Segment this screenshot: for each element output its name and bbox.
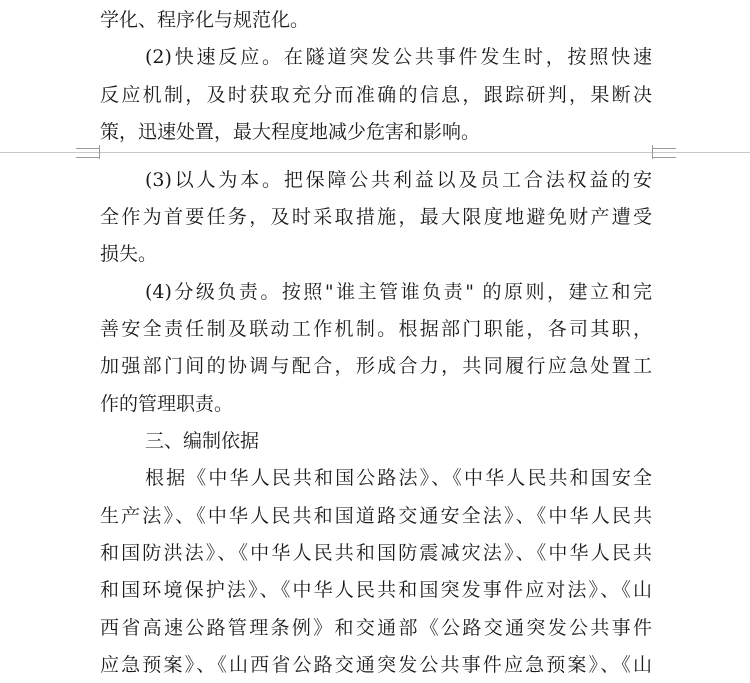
paragraph-line: 学化、程序化与规范化。: [100, 9, 310, 31]
paragraph-line: (4)分级负责。按照"谁主管谁负责" 的原则，建立和完: [145, 281, 652, 303]
paragraph-line: 反应机制，及时获取充分而准确的信息，跟踪研判，果断决: [100, 84, 652, 106]
paragraph-line: 根据《中华人民共和国公路法》、《中华人民共和国安全: [145, 467, 652, 489]
margin-corner-mark-right: [652, 148, 676, 158]
paragraph-line: 应急预案》、《山西省公路交通突发公共事件应急预案》、《山: [100, 654, 652, 676]
paragraph-line: 生产法》、《中华人民共和国道路交通安全法》、《中华人民共: [100, 505, 652, 527]
paragraph-line: 作的管理职责。: [100, 393, 234, 415]
section-heading: 三、编制依据: [145, 430, 260, 452]
paragraph-line: 和国环境保护法》、《中华人民共和国突发事件应对法》、《山: [100, 579, 652, 601]
page-break-line: [0, 152, 750, 153]
paragraph-line: (3)以人为本。把保障公共利益以及员工合法权益的安: [145, 169, 652, 191]
paragraph-line: 损失。: [100, 243, 158, 265]
margin-corner-mark-left: [76, 148, 100, 158]
paragraph-line: 善安全责任制及联动工作机制。根据部门职能，各司其职，: [100, 318, 652, 340]
paragraph-line: 和国防洪法》、《中华人民共和国防震减灾法》、《中华人民共: [100, 542, 652, 564]
paragraph-line: 西省高速公路管理条例》和交通部《公路交通突发公共事件: [100, 617, 652, 639]
paragraph-line: 加强部门间的协调与配合，形成合力，共同履行应急处置工: [100, 355, 652, 377]
paragraph-line: 全作为首要任务，及时采取措施，最大限度地避免财产遭受: [100, 206, 652, 228]
paragraph-line: 策，迅速处置，最大程度地减少危害和影响。: [100, 121, 481, 143]
paragraph-line: (2)快速反应。在隧道突发公共事件发生时，按照快速: [145, 46, 652, 68]
margin-corner-mark-right-vertical: [652, 145, 653, 159]
